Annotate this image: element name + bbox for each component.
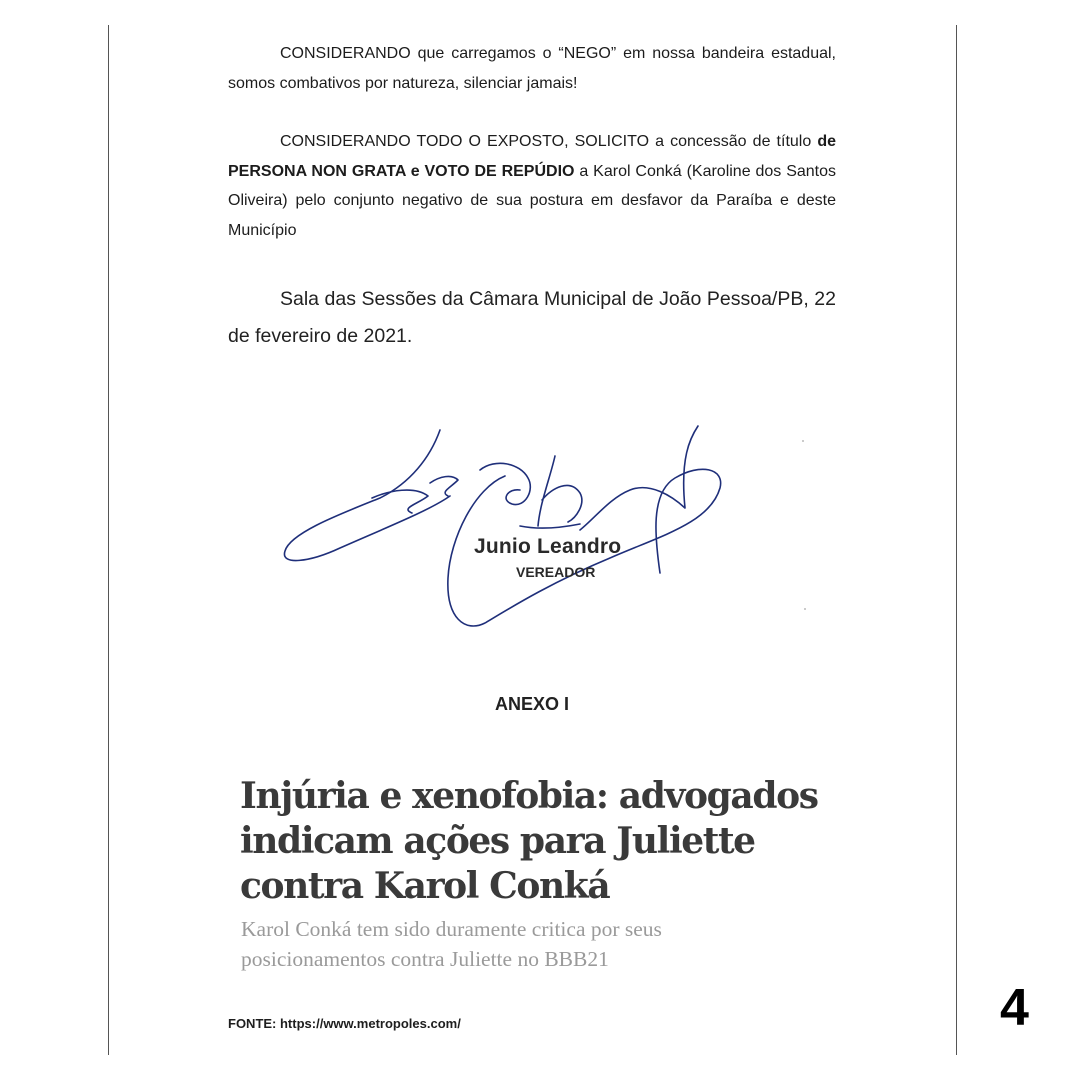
signature-stroke-leandro-l	[480, 463, 530, 504]
closing-text: Sala das Sessões da Câmara Municipal de João Pessoa/PB, 22 de fevereiro de 2021.	[228, 288, 836, 347]
signature-stroke-initial	[372, 490, 428, 513]
closing-paragraph	[228, 281, 836, 355]
paragraph-1-text: CONSIDERANDO que carregamos o “NEGO” em nossa bandeira estadual, somos combativos por natureza, silenciar jamais!	[228, 45, 836, 92]
signature-stroke-tail	[580, 426, 698, 530]
signer-role: VEREADOR	[516, 564, 596, 580]
article-headline: Injúria e xenofobia: advogados indicam ações para Juliette contra Karol Conká	[240, 775, 818, 907]
article-subheadline: Karol Conká tem sido duramente critica por seus posicionamentos contra Juliette no BBB21	[241, 917, 662, 971]
request-paragraph	[228, 127, 836, 245]
signature-stroke-loop	[284, 430, 450, 561]
source-citation: FONTE: https://www.metropoles.com/	[228, 1016, 461, 1031]
signature-stroke-a	[538, 456, 582, 526]
handwritten-signature	[280, 418, 725, 633]
paragraph-2-tail: a Karol Conká (Karoline dos Santos Oliveira) pelo conjunto negativo de sua postura em desfavor da Paraíba e deste Município	[228, 162, 836, 239]
considerando-paragraph	[228, 39, 836, 98]
page-left-border	[108, 25, 109, 1055]
paragraph-2-lead: CONSIDERANDO TODO O EXPOSTO, SOLICITO a concessão de título	[280, 133, 818, 150]
signature-stroke-under	[520, 524, 580, 528]
scan-speck	[802, 440, 804, 442]
voto-de-repudio-text: VOTO DE REPÚDIO	[424, 162, 575, 180]
signature-stroke-hook	[430, 476, 458, 496]
signer-name: Junio Leandro	[474, 535, 622, 558]
annex-title: ANEXO I	[494, 694, 569, 714]
page-number: 4	[1000, 979, 1029, 1037]
connector-text: e	[405, 162, 425, 180]
persona-non-grata-text: de PERSONA NON GRATA	[228, 133, 836, 180]
page-right-border	[956, 25, 957, 1055]
scan-speck	[804, 608, 806, 610]
